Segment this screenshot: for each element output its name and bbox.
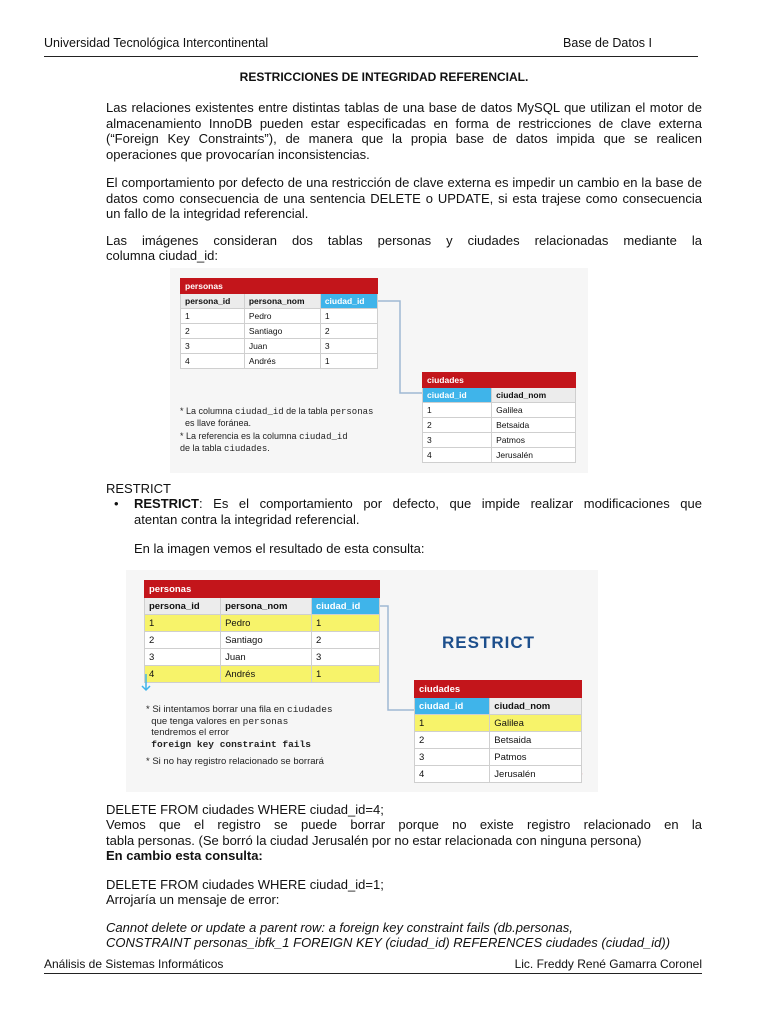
cell: Patmos [492, 433, 576, 448]
figure-1-note-2: * La referencia es la columna ciudad_id de la tabla ciudades. [180, 431, 348, 454]
en-cambio-label: En cambio esta consulta: [106, 848, 263, 863]
footer-author: Lic. Freddy René Gamarra Coronel [514, 957, 702, 971]
page-footer [44, 957, 702, 974]
table-caption: personas [145, 581, 380, 598]
cell: Betsaida [492, 418, 576, 433]
cell: 3 [181, 339, 245, 354]
column-header-fk: ciudad_id [311, 598, 379, 615]
paragraph-3-line1: Las imágenes consideran dos tablas personas y ciudades relacionadas mediante la [106, 233, 702, 248]
restrict-label: RESTRICT [442, 633, 535, 652]
cell: 3 [311, 649, 379, 666]
figure-2-notes: * Si intentamos borrar una fila en ciudades que tenga valores en personas tendremos el error foreign key constraint fails * Si no hay registro relacionado se borrará [146, 704, 333, 767]
table-row [415, 715, 582, 732]
cell: 4 [145, 666, 221, 683]
table-row [423, 433, 576, 448]
cell: 1 [320, 354, 377, 369]
error-message-line2: CONSTRAINT personas_ibfk_1 FOREIGN KEY (ciudad_id) REFERENCES ciudades (ciudad_id)) [106, 935, 671, 950]
cell: 2 [415, 732, 490, 749]
cell: 3 [320, 339, 377, 354]
cell: Galilea [490, 715, 582, 732]
cell: 2 [181, 324, 245, 339]
column-header-pk: ciudad_id [415, 698, 490, 715]
cell: 2 [423, 418, 492, 433]
table-caption: ciudades [423, 373, 576, 388]
bullet-restrict-line1: RESTRICT: Es el comportamiento por defecto, que impide realizar modificaciones que [134, 496, 702, 511]
section-heading-restrict: RESTRICT [106, 481, 171, 496]
table-row [423, 418, 576, 433]
cell: Jerusalén [492, 448, 576, 463]
cell: 3 [415, 749, 490, 766]
column-header: persona_id [145, 598, 221, 615]
cell: 1 [311, 615, 379, 632]
cell: Andrés [221, 666, 312, 683]
query-delete-4: DELETE FROM ciudades WHERE ciudad_id=4; [106, 802, 384, 817]
paragraph-1: Las relaciones existentes entre distintas tablas de una base de datos MySQL que utilizan el motor de almacenamiento InnoDB pueden estar especificadas en forma de restricciones de clave externa (“Foreign Key Constraints”), de manera que la propia base de datos impida que se realicen operaciones que provocarían inconsistencias. [106, 100, 702, 162]
cell: Santiago [221, 632, 312, 649]
figure-1 [170, 268, 588, 473]
footer-program: Análisis de Sistemas Informáticos [44, 957, 224, 971]
cell: Betsaida [490, 732, 582, 749]
cell: Galilea [492, 403, 576, 418]
cell: Jerusalén [490, 766, 582, 783]
cell: Juan [244, 339, 320, 354]
table-row [415, 732, 582, 749]
header-course: Base de Datos I [563, 36, 652, 50]
table-row [415, 766, 582, 783]
table-caption: ciudades [415, 681, 582, 698]
cell: Patmos [490, 749, 582, 766]
cell: 3 [423, 433, 492, 448]
cell: 4 [415, 766, 490, 783]
explanation-line2: tabla personas. (Se borró la ciudad Jerusalén por no estar relacionada con ninguna persona) [106, 833, 642, 848]
cell: Andrés [244, 354, 320, 369]
explanation-line1: Vemos que el registro se puede borrar porque no existe registro relacionado en la [106, 817, 702, 832]
bullet-dot: • [114, 496, 119, 511]
table-row [423, 403, 576, 418]
figure-1-note-1: * La columna ciudad_id de la tabla personas es llave foránea. [180, 406, 374, 428]
column-header: persona_nom [221, 598, 312, 615]
cell: Santiago [244, 324, 320, 339]
paragraph-2: El comportamiento por defecto de una restricción de clave externa es impedir un cambio en la base de datos como consecuencia de una sentencia DELETE o UPDATE, si esta trajese como consecuencia un fallo de la integridad referencial. [106, 175, 702, 221]
column-header-pk: ciudad_id [423, 388, 492, 403]
restrict-intro: En la imagen vemos el resultado de esta consulta: [134, 541, 425, 556]
column-header: ciudad_nom [490, 698, 582, 715]
cell: 1 [320, 309, 377, 324]
cell: 1 [311, 666, 379, 683]
column-header-fk: ciudad_id [320, 294, 377, 309]
page-header [44, 36, 698, 57]
bullet-restrict-line2: atentan contra la integridad referencial. [134, 512, 360, 527]
cell: 2 [311, 632, 379, 649]
cell: Pedro [244, 309, 320, 324]
query-delete-1: DELETE FROM ciudades WHERE ciudad_id=1; [106, 877, 384, 892]
cell: Pedro [221, 615, 312, 632]
cell: 1 [423, 403, 492, 418]
table-row [415, 749, 582, 766]
header-institution: Universidad Tecnológica Intercontinental [44, 36, 269, 50]
document-title: RESTRICCIONES DE INTEGRIDAD REFERENCIAL. [239, 70, 529, 84]
figure-2 [126, 570, 598, 792]
error-intro: Arrojaría un mensaje de error: [106, 892, 280, 907]
ciudades-table-restrict [414, 680, 582, 783]
column-header: ciudad_nom [492, 388, 576, 403]
column-header: persona_id [181, 294, 245, 309]
cell: 4 [181, 354, 245, 369]
cell: 3 [145, 649, 221, 666]
cell: 1 [181, 309, 245, 324]
error-message-line1: Cannot delete or update a parent row: a foreign key constraint fails (db.personas, [106, 920, 573, 935]
cell: 2 [320, 324, 377, 339]
table-row [423, 448, 576, 463]
paragraph-3-line2: columna ciudad_id: [106, 248, 219, 263]
table-caption: personas [181, 279, 378, 294]
cell: 1 [415, 715, 490, 732]
cell: 1 [145, 615, 221, 632]
cell: Juan [221, 649, 312, 666]
cell: 4 [423, 448, 492, 463]
ciudades-table [422, 372, 576, 463]
cell: 2 [145, 632, 221, 649]
column-header: persona_nom [244, 294, 320, 309]
